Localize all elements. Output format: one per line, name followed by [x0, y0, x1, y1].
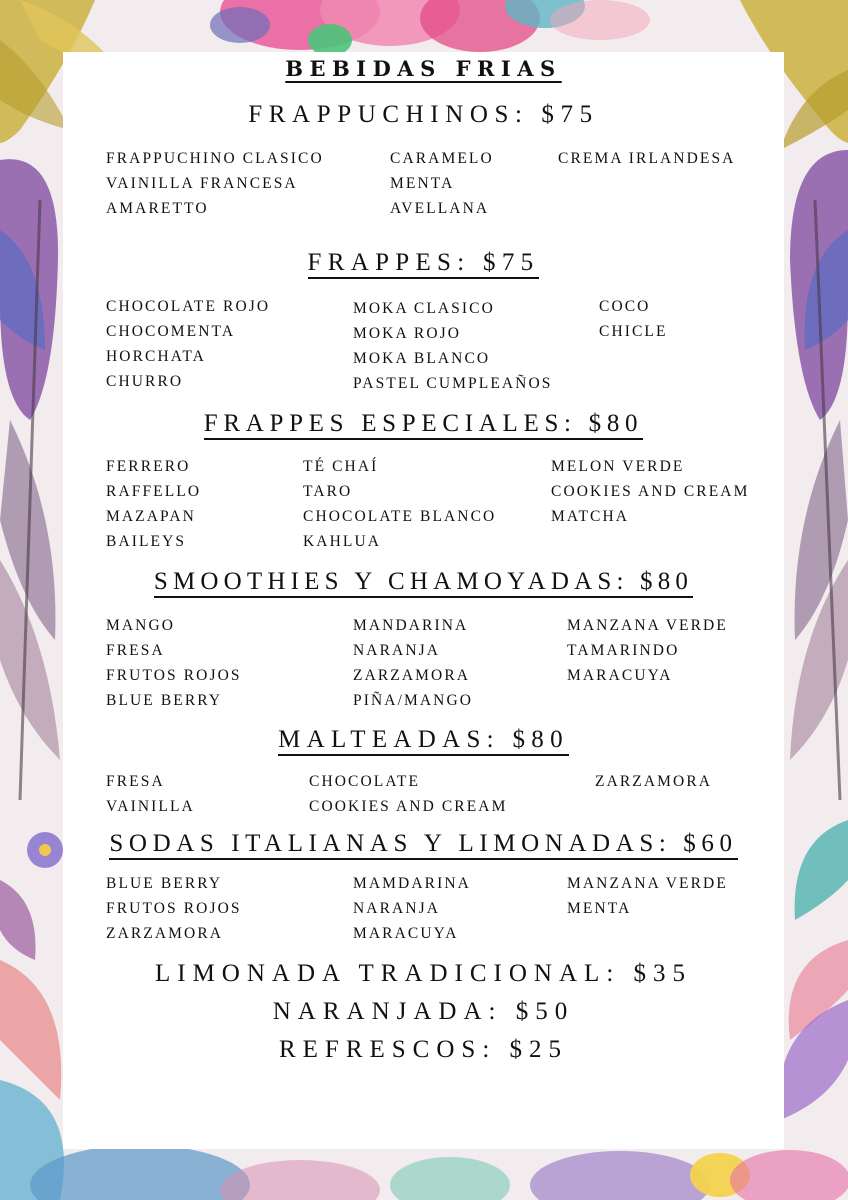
menu-item: CREMA IRLANDESA	[558, 150, 736, 167]
menu-item: MANZANA VERDE	[567, 875, 728, 892]
menu-item: AMARETTO	[106, 200, 209, 217]
menu-item: COOKIES AND CREAM	[551, 483, 750, 500]
menu-item: MANZANA VERDE	[567, 617, 728, 634]
section-heading-frappes: FRAPPES: $75	[63, 249, 784, 277]
menu-item: COOKIES AND CREAM	[309, 798, 508, 815]
menu-item: MATCHA	[551, 508, 630, 525]
extra-naranjada: NARANJADA: $50	[272, 998, 575, 1025]
menu-item: BLUE BERRY	[106, 875, 223, 892]
section-heading-sodas: SODAS ITALIANAS Y LIMONADAS: $60	[63, 830, 784, 858]
menu-item: MANDARINA	[353, 617, 469, 634]
menu-item: RAFFELLO	[106, 483, 202, 500]
menu-item: MANGO	[106, 617, 176, 634]
extra-refrescos: REFRESCOS: $25	[278, 1036, 569, 1063]
menu-item: MOKA ROJO	[353, 325, 462, 342]
menu-item: MOKA BLANCO	[353, 350, 491, 367]
menu-item: CHOCOLATE ROJO	[106, 298, 271, 315]
menu-item: CHURRO	[106, 373, 184, 390]
section-heading-malteadas: MALTEADAS: $80	[63, 726, 784, 754]
flower-decoration	[0, 832, 64, 1200]
menu-item: FRUTOS ROJOS	[106, 900, 242, 917]
menu-item: NARANJA	[353, 900, 441, 917]
menu-title: BEBIDAS FRIAS	[285, 56, 562, 81]
menu-item: ZARZAMORA	[353, 667, 471, 684]
menu-item: PASTEL CUMPLEAÑOS	[353, 375, 553, 392]
menu-item: FRESA	[106, 773, 165, 790]
menu-item: VAINILLA FRANCESA	[106, 175, 298, 192]
menu-item: MARACUYA	[567, 667, 673, 684]
menu-item: CARAMELO	[390, 150, 494, 167]
menu-item: HORCHATA	[106, 348, 206, 365]
menu-item: MARACUYA	[353, 925, 459, 942]
section-heading-smoothies: SMOOTHIES Y CHAMOYADAS: $80	[63, 568, 784, 596]
menu-item: ZARZAMORA	[595, 773, 713, 790]
menu-item: MOKA CLASICO	[353, 300, 495, 317]
menu-item: NARANJA	[353, 642, 441, 659]
leaf-decoration	[0, 159, 60, 800]
menu-item: VAINILLA	[106, 798, 195, 815]
menu-item: MELON VERDE	[551, 458, 685, 475]
flower-decoration	[210, 0, 650, 56]
leaf-decoration	[790, 150, 848, 800]
menu-item: FRAPPUCHINO CLASICO	[106, 150, 324, 167]
section-heading-frappes-especiales: FRAPPES ESPECIALES: $80	[63, 410, 784, 438]
menu-item: TÉ CHAÍ	[303, 458, 379, 475]
menu-item: PIÑA/MANGO	[353, 692, 474, 709]
menu-item: MENTA	[390, 175, 455, 192]
menu-item: FERRERO	[106, 458, 191, 475]
menu-item: CHICLE	[599, 323, 668, 340]
menu-item: CHOCOLATE BLANCO	[303, 508, 497, 525]
menu-item: MENTA	[567, 900, 632, 917]
menu-item: FRESA	[106, 642, 165, 659]
menu-card	[63, 52, 784, 1149]
section-heading-frappuchinos: FRAPPUCHINOS: $75	[248, 101, 599, 128]
menu-item: TAMARINDO	[567, 642, 680, 659]
menu-item: BAILEYS	[106, 533, 187, 550]
menu-item: CHOCOMENTA	[106, 323, 236, 340]
flower-decoration	[30, 1145, 848, 1200]
menu-item: COCO	[599, 298, 651, 315]
menu-item: CHOCOLATE	[309, 773, 421, 790]
menu-item: KAHLUA	[303, 533, 382, 550]
flower-decoration	[779, 820, 848, 1120]
menu-item: BLUE BERRY	[106, 692, 223, 709]
menu-item: FRUTOS ROJOS	[106, 667, 242, 684]
extra-limonada-tradicional: LIMONADA TRADICIONAL: $35	[154, 960, 693, 987]
menu-item: AVELLANA	[390, 200, 490, 217]
menu-item: ZARZAMORA	[106, 925, 224, 942]
menu-item: MAMDARINA	[353, 875, 471, 892]
menu-item: TARO	[303, 483, 353, 500]
menu-item: MAZAPAN	[106, 508, 196, 525]
